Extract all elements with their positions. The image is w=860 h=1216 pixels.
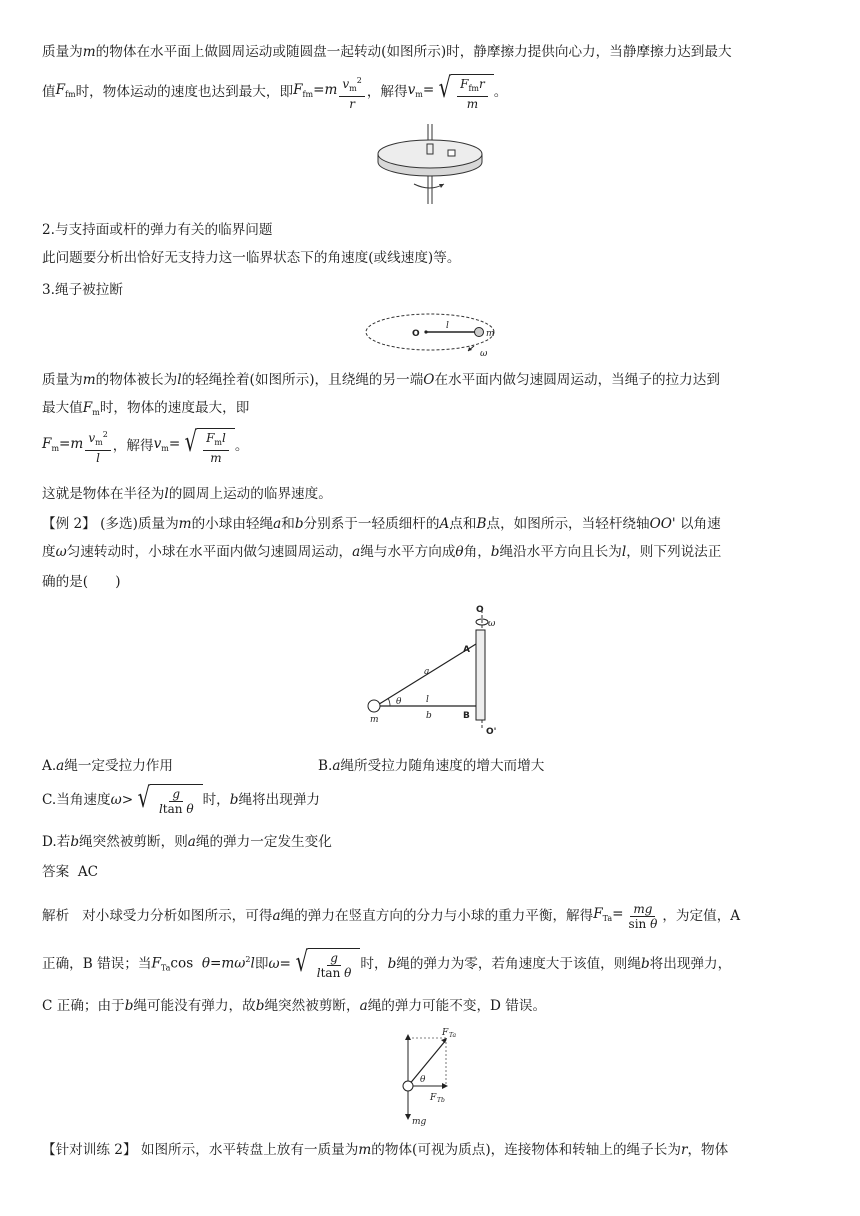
rod-label-l: l	[426, 695, 429, 705]
rod-label-Op: O'	[486, 727, 497, 737]
option-a: A.a绳一定受拉力作用	[42, 758, 173, 774]
frac-v2-over-l: $\frac{v_m^2}{l}$	[85, 428, 110, 465]
rod-label-b: b	[426, 711, 432, 721]
force-label-fta-sub: Ta	[449, 1032, 457, 1039]
example-2-line-3: 确的是( )	[42, 574, 121, 590]
heading-2: 2.与支持面或杆的弹力有关的临界问题	[42, 222, 273, 238]
force-label-ftb: F	[430, 1093, 437, 1103]
para-1-line-1: 质量为m的物体在水平面上做圆周运动或随圆盘一起转动(如图所示)时，静摩擦力提供向心力，当静摩擦力达到最大	[42, 44, 732, 60]
para-3-formula-line: $F_m=m$ $\frac{v_m^2}{l}$ ，解得 $v_m=$ √ $\frac{F_ml}{m}$ 。	[42, 424, 249, 465]
example-2-line-2: 度ω匀速转动时，小球在水平面内做匀速圆周运动，a绳与水平方向成θ角，b绳沿水平方向且长为l，则下列说法正	[42, 544, 722, 560]
force-label-mg: mg	[412, 1117, 427, 1127]
rope-circle-figure	[362, 308, 502, 360]
turntable-figure	[372, 122, 488, 206]
force-diagram	[394, 1026, 474, 1128]
rope-label-m: m	[486, 329, 495, 339]
sqrt-g-over-ltan-2: √ $\frac{g}{\text{ltan θ}}$	[293, 948, 360, 980]
option-d: D.若b绳突然被剪断，则a绳的弹力一定发生变化	[42, 834, 332, 850]
rod-label-B: B	[463, 711, 470, 721]
sqrt-fml-over-m: √ $\frac{F_ml}{m}$	[182, 428, 235, 465]
force-label-fta: F	[442, 1028, 449, 1038]
rod-label-O: O	[476, 605, 484, 615]
para-3-line-1: 质量为m的物体被长为l的轻绳拴着(如图所示)，且绕绳的另一端O在水平面内做匀速圆周运动，当绳子的拉力达到	[42, 372, 720, 388]
sqrt-fmr-over-m: √ $\frac{F_{fm}r}{m}$	[436, 74, 493, 111]
option-c: C.当角速度 ω > √ $\frac{g}{\text{ltan θ}}$ 时， b 绳将出现弹力	[42, 781, 321, 816]
answer-line: 答案 AC	[42, 864, 99, 880]
para-1-line-2: 值 $F_{fm}$ 时，物体运动的速度也达到最大，即 $F_{fm}=m$ $\frac{v_m^2}{r}$ ，解得 $v_m=$ √ $\frac{F_{fm}r}{m}$ 。	[42, 70, 508, 111]
example-2-line-1: 【例 2】 (多选)质量为m的小球由轻绳a和b分别系于一轻质细杆的A点和B点，如图所示，当轻杆绕轴OO' 以角速	[42, 516, 721, 532]
frac-v2-over-r: $\frac{v_m^2}{r}$	[339, 74, 364, 111]
force-label-ftb-sub: Tb	[437, 1097, 445, 1104]
training-2-line: 【针对训练 2】 如图所示，水平转盘上放有一质量为m的物体(可视为质点)，连接物体和转轴上的绳子长为r，物体	[42, 1142, 729, 1158]
solution-line-1: 解析 对小球受力分析如图所示，可得 a 绳的弹力在竖直方向的分力与小球的重力平衡，解得 $F_{Ta}=$ $\frac{mg}{\text{sin θ}}$ ，为定值，A	[42, 901, 741, 931]
f-fm-symbol: $F_{fm}$	[55, 81, 76, 99]
frac-mg-over-sin: $\frac{mg}{\text{sin θ}}$	[628, 901, 658, 931]
formula-fm: $F_{fm}=m$	[293, 81, 338, 99]
solution-line-2: 正确，B 错误；当 $F_{Ta}\cos$ $\theta=m\omega^2l$ 即 ω = √ $\frac{g}{\text{ltan θ}}$ 时， b 绳的弹力为零，若角速度大于该值，则绳 b 将出现弹力，	[42, 945, 732, 980]
rod-figure	[360, 600, 510, 740]
option-b: B.a绳所受拉力随角速度的增大而增大	[318, 758, 545, 774]
force-label-theta: θ	[420, 1075, 426, 1085]
solution-line-3: C 正确；由于b绳可能没有弹力，故b绳突然被剪断，a绳的弹力可能不变，D 错误。	[42, 998, 547, 1014]
rod-label-omega: ω	[488, 619, 496, 629]
rod-label-m: m	[370, 715, 379, 725]
rod-label-theta: θ	[396, 697, 402, 707]
formula-vm: $v_m=$	[407, 81, 435, 99]
para-2: 此问题要分析出恰好无支持力这一临界状态下的角速度(或线速度)等。	[42, 250, 461, 266]
rod-label-a: a	[424, 667, 430, 677]
para-4: 这就是物体在半径为l的圆周上运动的临界速度。	[42, 486, 332, 502]
rope-label-o: O	[412, 329, 420, 339]
para-3-line-2: 最大值$F_m$时，物体的速度最大，即	[42, 400, 250, 417]
rod-label-A: A	[463, 645, 470, 655]
rope-label-l: l	[446, 321, 449, 331]
rope-label-omega: ω	[480, 349, 488, 359]
heading-3: 3.绳子被拉断	[42, 282, 123, 298]
sqrt-g-over-ltan: √ $\frac{g}{\text{ltan θ}}$	[135, 784, 202, 816]
